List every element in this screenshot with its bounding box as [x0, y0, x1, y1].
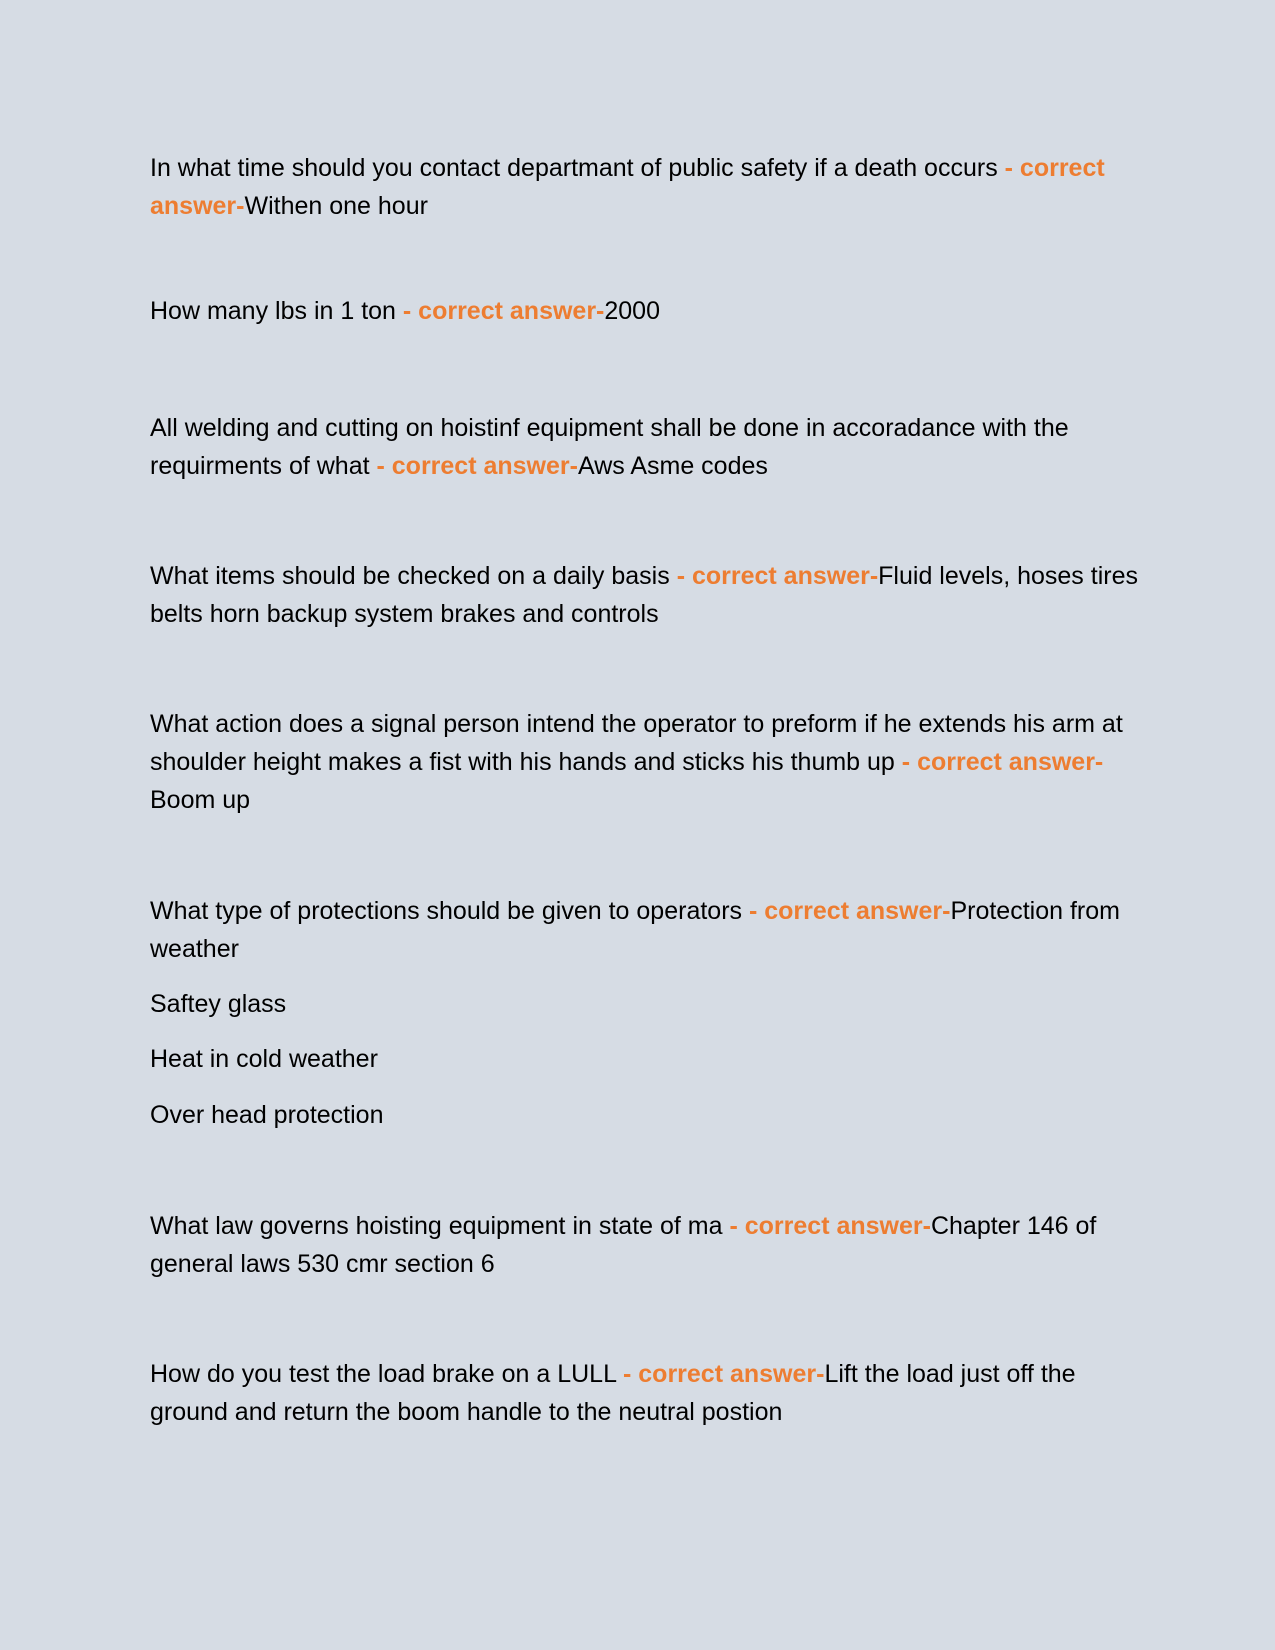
- question-text: How many lbs in 1 ton: [150, 297, 396, 325]
- correct-answer-separator: - correct answer-: [150, 154, 1105, 220]
- qa-item-3: [150, 409, 1140, 485]
- answer-text: Aws Asme codes: [577, 452, 768, 480]
- qa-item-5: [150, 705, 1140, 819]
- correct-answer-separator: - correct answer-: [623, 1360, 825, 1388]
- question-text: What type of protections should be given to operators: [150, 897, 743, 925]
- qa-item-8: [150, 1355, 1140, 1431]
- question-text: In what time should you contact departmant of public safety if a death occurs: [150, 154, 998, 182]
- question-text: What items should be checked on a daily basis: [150, 562, 670, 590]
- qa-item-1: [150, 149, 1140, 225]
- answer-text: Boom up: [150, 786, 251, 814]
- answer-text: 2000: [604, 297, 660, 325]
- question-text: All welding and cutting on hoistinf equipment shall be done in accoradance with the requirments of what: [150, 414, 1069, 480]
- correct-answer-separator: - correct answer-: [729, 1212, 931, 1240]
- qa-item-7: [150, 1207, 1140, 1283]
- answer-extra-line: Heat in cold weather: [150, 1045, 378, 1073]
- qa-item-4: [150, 557, 1140, 633]
- answer-text: Fluid levels, hoses tires belts horn backup system brakes and controls: [150, 562, 1138, 628]
- answer-text: Lift the load just off the ground and return the boom handle to the neutral postion: [150, 1360, 1076, 1426]
- correct-answer-separator: - correct answer-: [748, 897, 951, 925]
- qa-item-2: [150, 292, 1140, 330]
- answer-text: Protection from weather: [150, 897, 1120, 963]
- answer-extra-line: Saftey glass: [150, 990, 287, 1018]
- correct-answer-separator: - correct answer-: [901, 748, 1104, 776]
- question-text: What law governs hoisting equipment in state of ma: [150, 1212, 723, 1240]
- question-text: How do you test the load brake on a LULL: [150, 1360, 617, 1388]
- qa-item-6: [150, 892, 1140, 968]
- answer-text: Withen one hour: [244, 192, 428, 220]
- correct-answer-separator: - correct answer-: [376, 452, 578, 480]
- answer-extra-line: Over head protection: [150, 1101, 384, 1129]
- correct-answer-separator: - correct answer-: [676, 562, 879, 590]
- question-text: What action does a signal person intend the operator to preform if he extends his arm at shoulder height makes a fist with his hands and sticks his thumb up: [150, 710, 1123, 776]
- correct-answer-separator: - correct answer-: [402, 297, 605, 325]
- answer-text: Chapter 146 of general laws 530 cmr section 6: [150, 1212, 1097, 1278]
